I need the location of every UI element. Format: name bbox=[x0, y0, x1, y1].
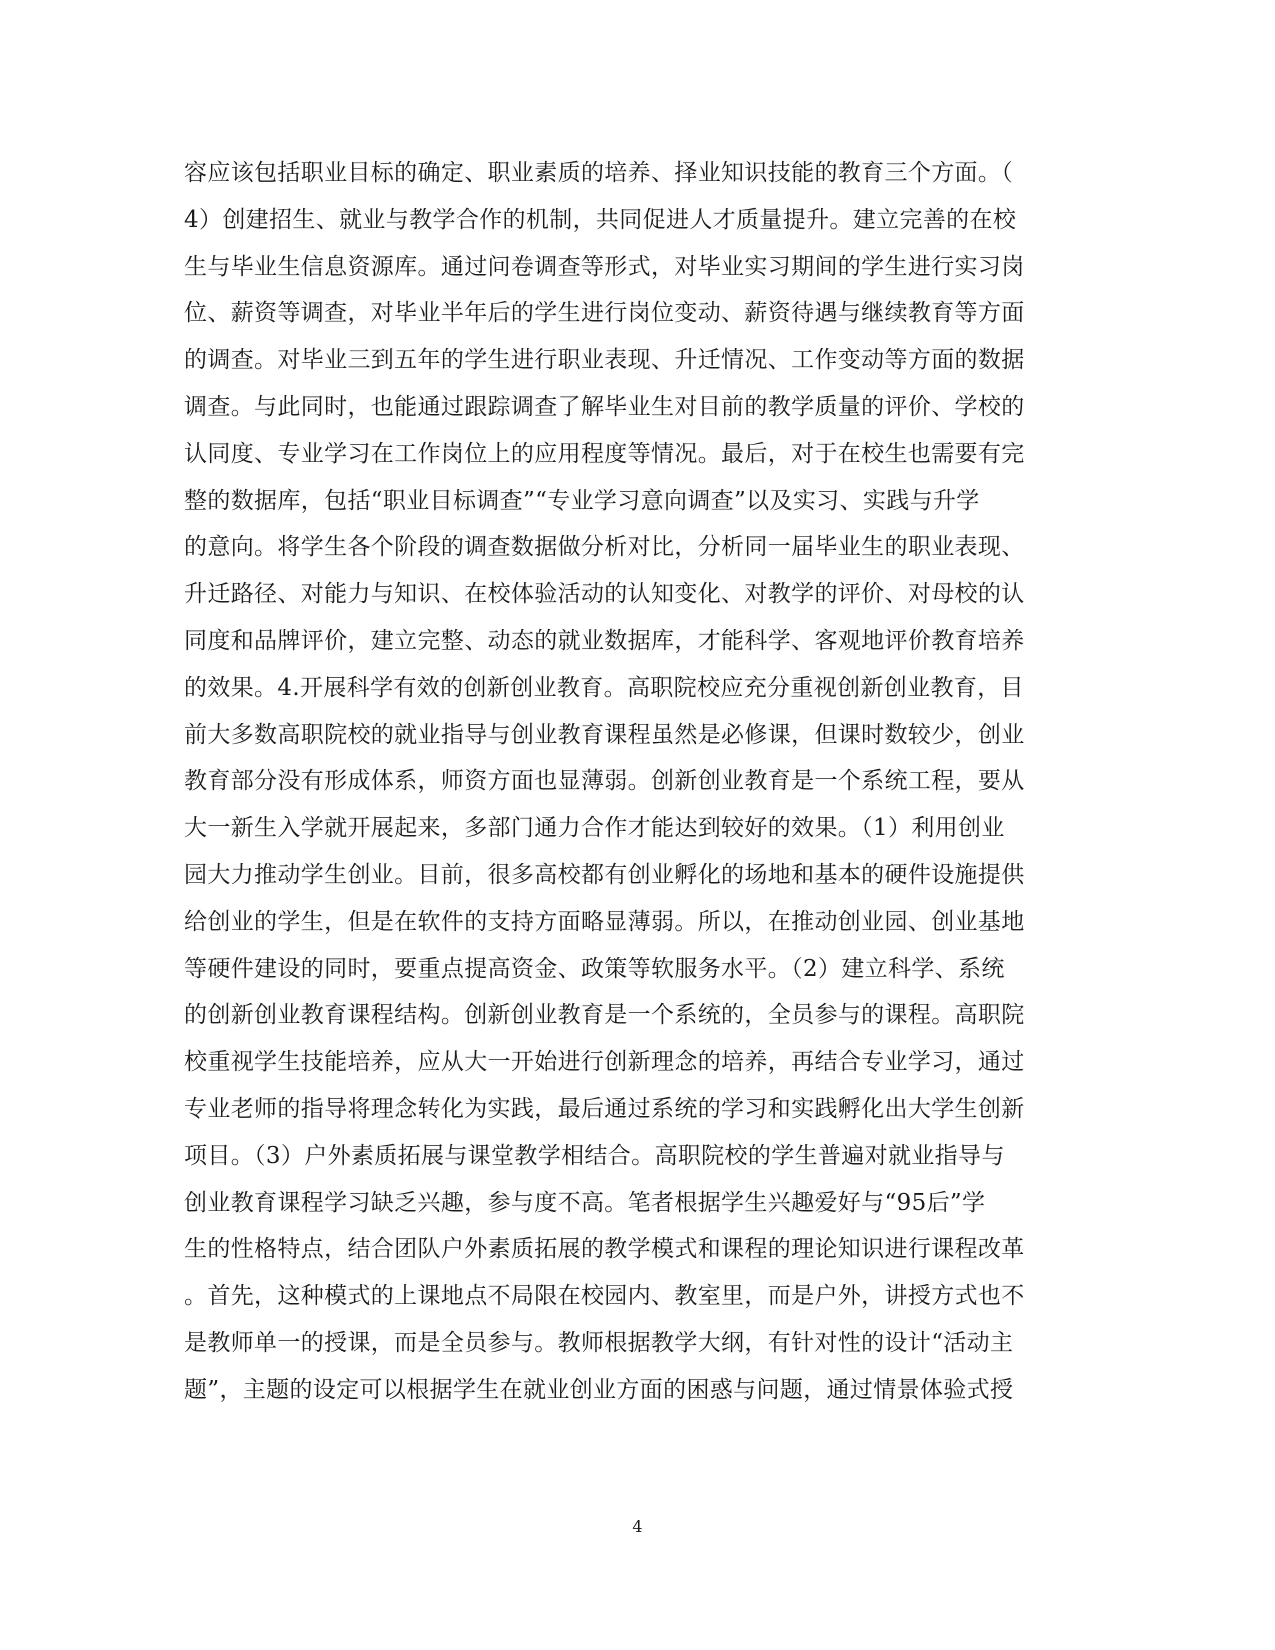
text-line: 生与毕业生信息资源库。通过问卷调查等形式，对毕业实习期间的学生进行实习岗 bbox=[184, 253, 1025, 280]
text-line: 4）创建招生、就业与教学合作的机制，共同促进人才质量提升。建立完善的在校 bbox=[184, 206, 1017, 233]
text-line: 的调查。对毕业三到五年的学生进行职业表现、升迁情况、工作变动等方面的数据 bbox=[184, 347, 1025, 374]
text-line: 的效果。4.开展科学有效的创新创业教育。高职院校应充分重视创新创业教育，目 bbox=[184, 674, 1024, 701]
text-line: 等硬件建设的同时，要重点提高资金、政策等软服务水平。（2）建立科学、系统 bbox=[184, 955, 1005, 982]
text-line: 校重视学生技能培养，应从大一开始进行创新理念的培养，再结合专业学习，通过 bbox=[184, 1049, 1025, 1076]
text-line: 调查。与此同时，也能通过跟踪调查了解毕业生对目前的教学质量的评价、学校的 bbox=[184, 393, 1025, 420]
text-line: 升迁路径、对能力与知识、在校体验活动的认知变化、对教学的评价、对母校的认 bbox=[184, 581, 1025, 608]
text-line: 是教师单一的授课，而是全员参与。教师根据教学大纲，有针对性的设计“活动主 bbox=[184, 1329, 1014, 1356]
body-text bbox=[184, 150, 1089, 1414]
text-line: 整的数据库，包括“职业目标调查”“专业学习意向调查”以及实习、实践与升学 bbox=[184, 487, 980, 514]
text-line: 位、薪资等调查，对毕业半年后的学生进行岗位变动、薪资待遇与继续教育等方面 bbox=[184, 300, 1025, 327]
text-line: 认同度、专业学习在工作岗位上的应用程度等情况。最后，对于在校生也需要有完 bbox=[184, 440, 1025, 467]
text-line: 大一新生入学就开展起来，多部门通力合作才能达到较好的效果。（1）利用创业 bbox=[184, 815, 1005, 842]
text-line: 。首先，这种模式的上课地点不局限在校园内、教室里，而是户外，讲授方式也不 bbox=[184, 1283, 1025, 1310]
text-line: 题”，主题的设定可以根据学生在就业创业方面的困惑与问题，通过情景体验式授 bbox=[184, 1376, 1014, 1403]
page-number: 4 bbox=[632, 1517, 643, 1536]
text-line: 的创新创业教育课程结构。创新创业教育是一个系统的，全员参与的课程。高职院 bbox=[184, 1002, 1025, 1029]
text-line: 的意向。将学生各个阶段的调查数据做分析对比，分析同一届毕业生的职业表现、 bbox=[184, 534, 1025, 561]
text-line: 教育部分没有形成体系，师资方面也显薄弱。创新创业教育是一个系统工程，要从 bbox=[184, 768, 1025, 795]
text-line: 容应该包括职业目标的确定、职业素质的培养、择业知识技能的教育三个方面。（ bbox=[184, 160, 1014, 186]
text-line: 生的性格特点，结合团队户外素质拓展的教学模式和课程的理论知识进行课程改革 bbox=[184, 1236, 1025, 1263]
text-line: 专业老师的指导将理念转化为实践，最后通过系统的学习和实践孵化出大学生创新 bbox=[184, 1095, 1025, 1122]
text-line: 项目。（3）户外素质拓展与课堂教学相结合。高职院校的学生普遍对就业指导与 bbox=[184, 1142, 1005, 1169]
text-line: 前大多数高职院校的就业指导与创业教育课程虽然是必修课，但课时数较少，创业 bbox=[184, 721, 1025, 748]
text-line: 给创业的学生，但是在软件的支持方面略显薄弱。所以，在推动创业园、创业基地 bbox=[184, 908, 1025, 935]
text-line: 同度和品牌评价，建立完整、动态的就业数据库，才能科学、客观地评价教育培养 bbox=[184, 627, 1025, 654]
text-line: 园大力推动学生创业。目前，很多高校都有创业孵化的场地和基本的硬件设施提供 bbox=[184, 861, 1025, 888]
text-line: 创业教育课程学习缺乏兴趣，参与度不高。笔者根据学生兴趣爱好与“95后”学 bbox=[184, 1189, 986, 1216]
